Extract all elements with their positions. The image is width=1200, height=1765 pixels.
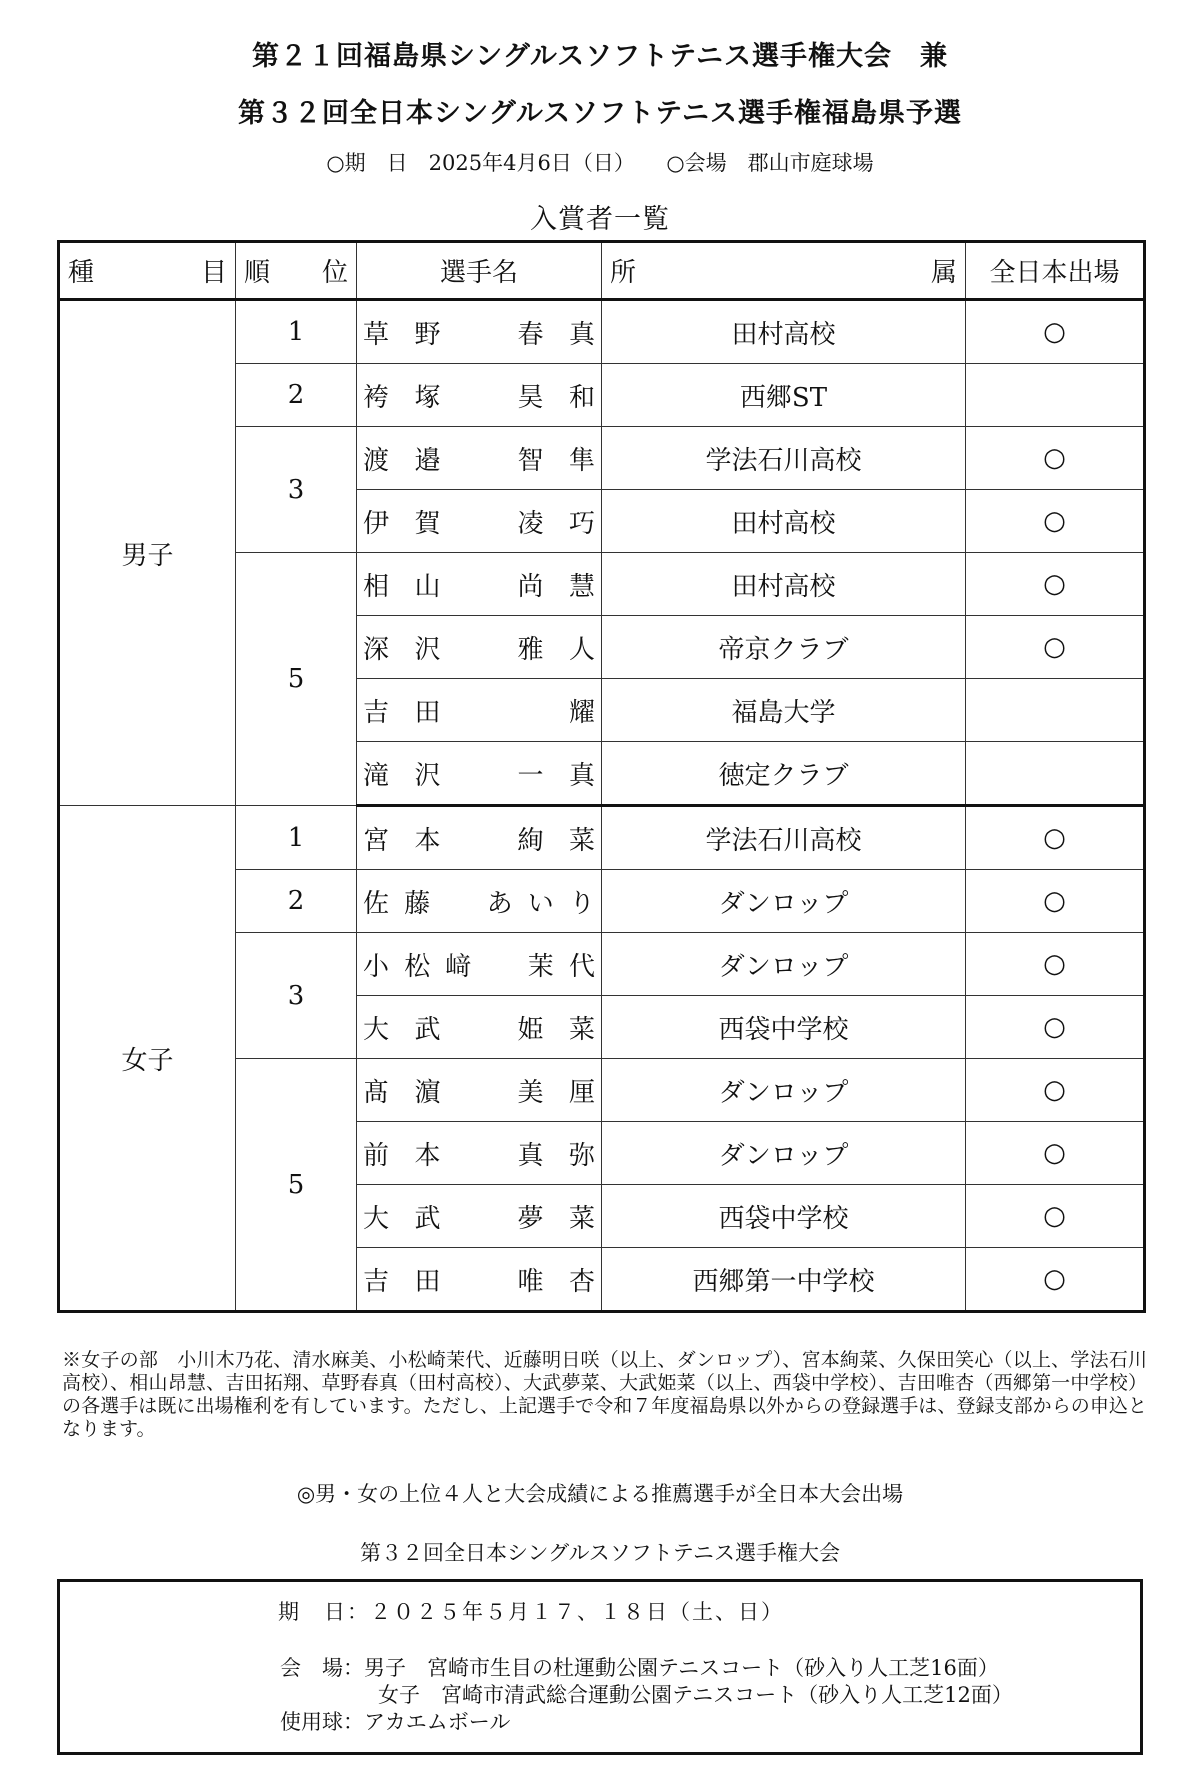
player-name-cell: 佐藤 あいり (357, 870, 602, 933)
affiliation-cell: 西郷ST (602, 364, 966, 427)
category-cell: 女子 (59, 806, 236, 1312)
qualification-note: ◎男・女の上位４人と大会成績による推薦選手が全日本大会出場 (296, 1482, 904, 1506)
player-name-cell: 袴塚 昊和 (357, 364, 602, 427)
affiliation-cell: 西袋中学校 (602, 996, 966, 1059)
rank-cell: 1 (236, 300, 357, 364)
national-qualified-cell: ○ (966, 1185, 1145, 1248)
affiliation-cell: 田村高校 (602, 490, 966, 553)
national-date: 期 日：２０２５年５月１７、１８日（土、日） (278, 1600, 784, 1624)
player-name-cell: 渡邉 智隼 (357, 427, 602, 490)
affiliation-cell: ダンロップ (602, 933, 966, 996)
player-name-cell: 深沢 雅人 (357, 616, 602, 679)
national-qualified-cell: ○ (966, 490, 1145, 553)
national-qualified-cell: ○ (966, 427, 1145, 490)
rank-cell: 5 (236, 1059, 357, 1312)
national-qualified-cell (966, 679, 1145, 742)
affiliation-cell: 帝京クラブ (602, 616, 966, 679)
national-tournament-title: 第３２回全日本シングルスソフトテニス選手権大会 (360, 1541, 840, 1565)
player-name-cell: 吉田 耀 (357, 679, 602, 742)
national-info-box (57, 1579, 1143, 1755)
rank-cell: 3 (236, 427, 357, 553)
affiliation-cell: ダンロップ (602, 870, 966, 933)
affiliation-cell: 学法石川高校 (602, 427, 966, 490)
affiliation-cell: 田村高校 (602, 553, 966, 616)
table-header-row (59, 242, 1145, 300)
date-venue-line: ○期 日 2025年4月6日（日） ○会場 郡山市庭球場 (326, 151, 874, 175)
rank-cell: 1 (236, 806, 357, 870)
table-row (59, 300, 1145, 364)
national-venue-men: 会 場：男子 宮崎市生目の杜運動公園テニスコート（砂入り人工芝16面） (280, 1656, 999, 1680)
player-name-cell: 草野 春真 (357, 300, 602, 364)
player-name-cell: 前本 真弥 (357, 1122, 602, 1185)
affiliation-cell: 田村高校 (602, 300, 966, 364)
affiliation-cell: 西袋中学校 (602, 1185, 966, 1248)
player-name-cell: 大武 姫菜 (357, 996, 602, 1059)
national-qualified-cell: ○ (966, 996, 1145, 1059)
national-qualified-cell: ○ (966, 870, 1145, 933)
player-name-cell: 髙濵 美厘 (357, 1059, 602, 1122)
player-name-cell: 相山 尚慧 (357, 553, 602, 616)
national-qualified-cell: ○ (966, 1122, 1145, 1185)
affiliation-cell: 福島大学 (602, 679, 966, 742)
rank-cell: 3 (236, 933, 357, 1059)
rank-cell: 5 (236, 553, 357, 806)
affiliation-cell: 徳定クラブ (602, 742, 966, 806)
national-qualified-cell (966, 364, 1145, 427)
winners-table (57, 240, 1146, 1313)
national-qualified-cell: ○ (966, 300, 1145, 364)
col-header-affiliation: 所属 (602, 242, 966, 300)
national-qualified-cell: ○ (966, 933, 1145, 996)
national-qualified-cell: ○ (966, 553, 1145, 616)
player-name-cell: 大武 夢菜 (357, 1185, 602, 1248)
national-qualified-cell: ○ (966, 1248, 1145, 1312)
player-name-cell: 吉田 唯杏 (357, 1248, 602, 1312)
national-qualified-cell: ○ (966, 806, 1145, 870)
winners-list-heading: 入賞者一覧 (530, 204, 670, 235)
national-venue-women: 女子 宮崎市清武総合運動公園テニスコート（砂入り人工芝12面） (378, 1683, 1013, 1707)
player-name-cell: 小松﨑 茉代 (357, 933, 602, 996)
rank-cell: 2 (236, 870, 357, 933)
affiliation-cell: 学法石川高校 (602, 806, 966, 870)
national-qualified-cell (966, 742, 1145, 806)
national-ball: 使用球：アカエムボール (280, 1710, 511, 1734)
title-line-1: 第２１回福島県シングルスソフトテニス選手権大会 兼 (251, 41, 949, 72)
national-qualified-cell: ○ (966, 1059, 1145, 1122)
eligibility-note: ※女子の部 小川木乃花、清水麻美、小松崎茉代、近藤明日咲（以上、ダンロップ）、宮本絢菜、久保田笑心（以上、学法石川高校）、相山昂慧、吉田拓翔、草野春真（田村高校）、大武夢菜、大武姫菜（以上、西袋中学校）、吉田唯杏（西郷第一中学校）の各選手は既に出場権利を有しています。ただし、上記選手で令和７年度福島県以外からの登録選手は、登録支部からの申込となります。 (62, 1349, 1147, 1440)
affiliation-cell: ダンロップ (602, 1059, 966, 1122)
rank-cell: 2 (236, 364, 357, 427)
national-qualified-cell: ○ (966, 616, 1145, 679)
col-header-national: 全日本出場 (966, 242, 1145, 300)
winners-table-body (59, 300, 1145, 1312)
title-line-2: 第３２回全日本シングルスソフトテニス選手権福島県予選 (237, 98, 963, 129)
col-header-rank: 順位 (236, 242, 357, 300)
affiliation-cell: ダンロップ (602, 1122, 966, 1185)
col-header-category: 種目 (59, 242, 236, 300)
player-name-cell: 伊賀 凌巧 (357, 490, 602, 553)
affiliation-cell: 西郷第一中学校 (602, 1248, 966, 1312)
category-cell: 男子 (59, 300, 236, 806)
player-name-cell: 滝沢 一真 (357, 742, 602, 806)
table-row (59, 806, 1145, 870)
col-header-player: 選手名 (357, 242, 602, 300)
player-name-cell: 宮本 絢菜 (357, 806, 602, 870)
